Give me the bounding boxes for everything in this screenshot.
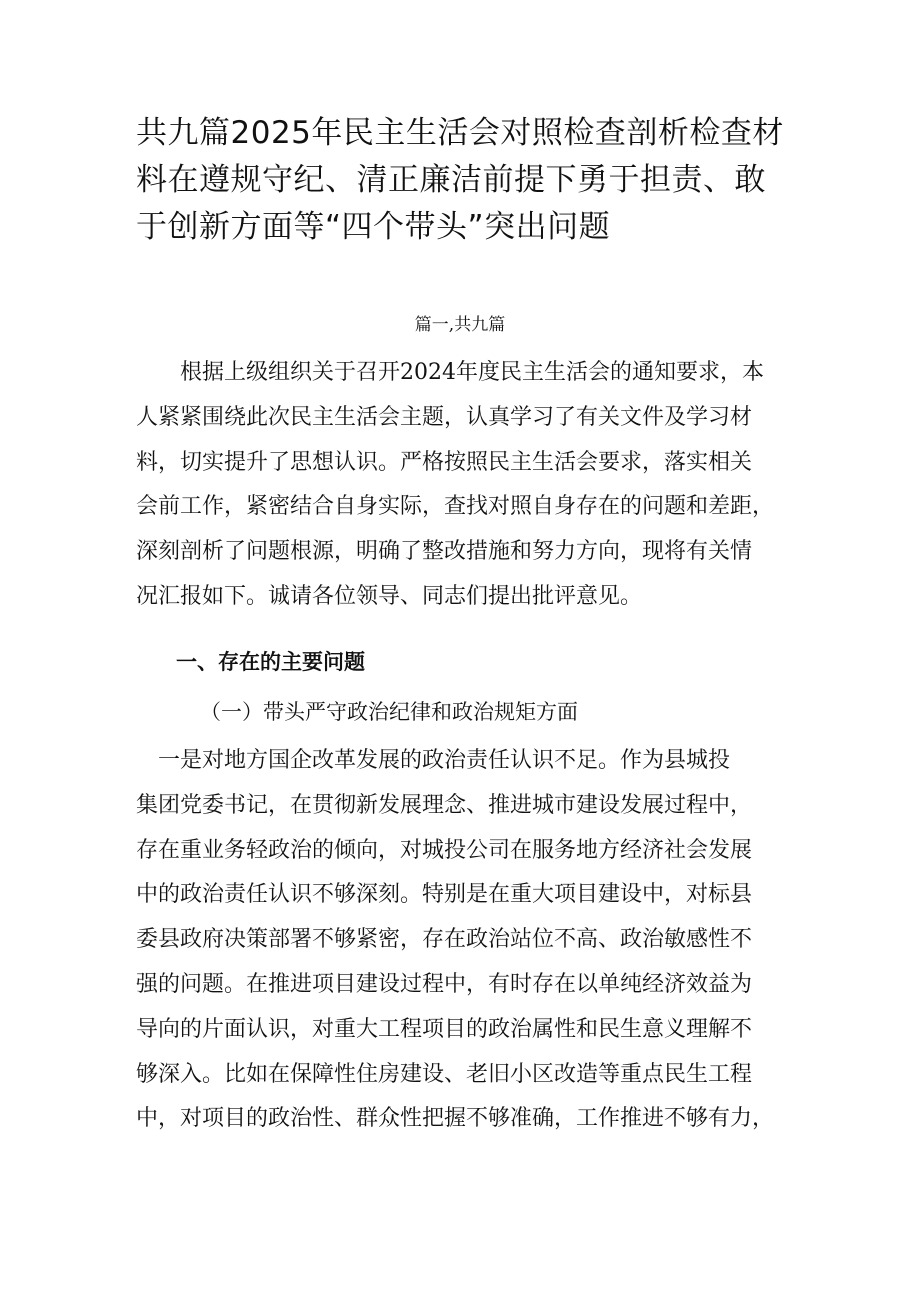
subsection-heading: （一）带头严守政治纪律和政治规矩方面 bbox=[200, 700, 578, 724]
paragraph-line: 会前工作，紧密结合自身实际，查找对照自身存在的问题和差距， bbox=[136, 494, 775, 520]
paragraph-line: 存在重业务轻政治的倾向，对城投公司在服务地方经济社会发展 bbox=[136, 837, 753, 863]
paragraph-line: 中的政治责任认识不够深刻。特别是在重大项目建设中，对标县 bbox=[136, 882, 753, 908]
paragraph-line: 委县政府决策部署不够紧密，存在政治站位不高、政治敏感性不 bbox=[136, 927, 753, 953]
paragraph-line: 人紧紧围绕此次民主生活会主题，认真学习了有关文件及学习材 bbox=[136, 404, 753, 430]
paragraph-line: 够深入。比如在保障性住房建设、老旧小区改造等重点民生工程 bbox=[136, 1061, 753, 1087]
title-line: 共九篇2025年民主生活会对照检查剖析检查材 bbox=[136, 115, 784, 151]
paragraph-line: 深刻剖析了问题根源，明确了整改措施和努力方向，现将有关情 bbox=[136, 539, 753, 565]
body-paragraph bbox=[136, 739, 796, 1142]
paragraph-line: 料，切实提升了思想认识。严格按照民主生活会要求，落实相关 bbox=[136, 449, 753, 475]
document-subtitle: 篇一,共九篇 bbox=[414, 315, 506, 335]
paragraph-line: 根据上级组织关于召开2024年度民主生活会的通知要求，本 bbox=[136, 360, 764, 385]
document-title bbox=[136, 110, 796, 251]
title-line: 于创新方面等“四个带头”突出问题 bbox=[136, 209, 611, 245]
section-heading: 一、存在的主要问题 bbox=[176, 650, 365, 674]
paragraph-line: 导向的片面认识，对重大工程项目的政治属性和民生意义理解不 bbox=[136, 1016, 753, 1042]
paragraph-line: 集团党委书记，在贯彻新发展理念、推进城市建设发展过程中， bbox=[136, 792, 753, 818]
paragraph-line: 况汇报如下。诚请各位领导、同志们提出批评意见。 bbox=[136, 583, 643, 609]
paragraph-line: 一是对地方国企改革发展的政治责任认识不足。作为县城投 bbox=[136, 748, 731, 773]
intro-paragraph bbox=[136, 351, 796, 620]
paragraph-line: 中，对项目的政治性、群众性把握不够准确，工作推进不够有力， bbox=[136, 1106, 775, 1132]
title-line: 料在遵规守纪、清正廉洁前提下勇于担责、敢 bbox=[136, 162, 766, 198]
paragraph-line: 强的问题。在推进项目建设过程中，有时存在以单纯经济效益为 bbox=[136, 971, 753, 997]
